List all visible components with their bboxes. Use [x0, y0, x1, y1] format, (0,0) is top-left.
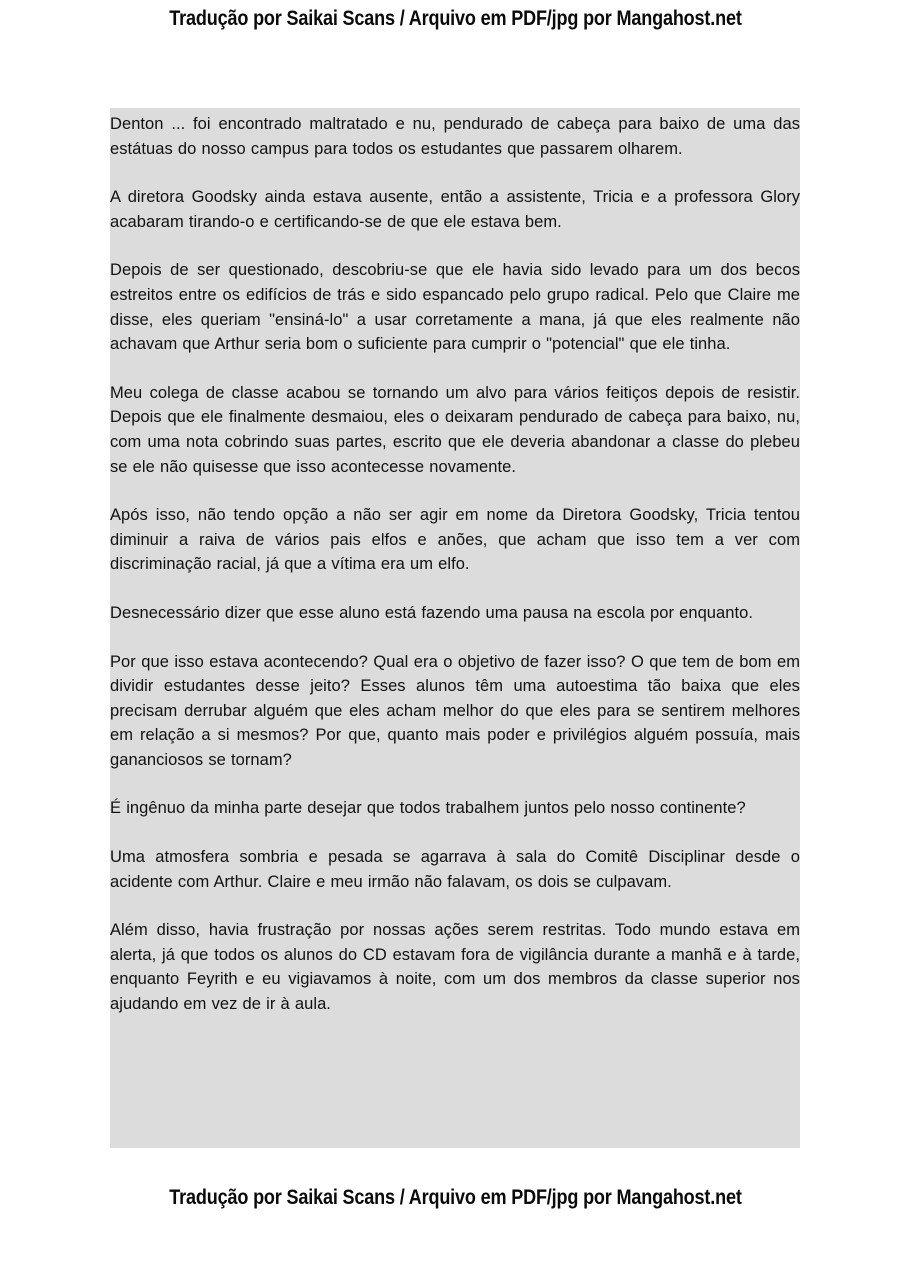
paragraph: Meu colega de classe acabou se tornando um alvo para vários feitiços depois de resistir. Depois que ele finalmente desmaiou, eles o deixaram pendurado de cabeça para baixo, nu, com uma nota cobrindo suas partes, escrito que ele deveria abandonar a classe do plebeu se ele não quisesse que isso acontecesse novamente.: [110, 383, 800, 476]
paragraph: Por que isso estava acontecendo? Qual era o objetivo de fazer isso? O que tem de bom em dividir estudantes desse jeito? Esses alunos têm uma autoestima tão baixa que eles precisam derrubar alguém que eles acham melhor do que eles para se sentirem melhores em relação a si mesmos? Por que, quanto mais poder e privilégios alguém possuía, mais gananciosos se tornam?: [110, 652, 800, 769]
paragraph: Depois de ser questionado, descobriu-se que ele havia sido levado para um dos becos estreitos entre os edifícios de trás e sido espancado pelo grupo radical. Pelo que Claire me disse, eles queriam "ensiná-lo" a usar corretamente a mana, já que eles realmente não achavam que Arthur seria bom o suficiente para cumprir o "potencial" que ele tinha.: [110, 261, 800, 354]
paragraph: Uma atmosfera sombria e pesada se agarrava à sala do Comitê Disciplinar desde o acidente com Arthur. Claire e meu irmão não falavam, os dois se culpavam.: [110, 848, 800, 891]
paragraph: A diretora Goodsky ainda estava ausente, então a assistente, Tricia e a professora Glory acabaram tirando-o e certificando-se de que ele estava bem.: [110, 188, 800, 231]
paragraph: Após isso, não tendo opção a não ser agir em nome da Diretora Goodsky, Tricia tentou diminuir a raiva de vários pais elfos e anões, que acham que isso tem a ver com discriminação racial, já que a vítima era um elfo.: [110, 506, 800, 574]
paragraph: Desnecessário dizer que esse aluno está fazendo uma pausa na escola por enquanto.: [110, 603, 753, 622]
text-block: [110, 108, 800, 1148]
header-credit: Tradução por Saikai Scans / Arquivo em PDF/jpg por Mangahost.net: [169, 7, 742, 30]
footer-credit: Tradução por Saikai Scans / Arquivo em PDF/jpg por Mangahost.net: [169, 1186, 742, 1209]
paragraph: Além disso, havia frustração por nossas ações serem restritas. Todo mundo estava em alerta, já que todos os alunos do CD estavam fora de vigilância durante a manhã e à tarde, enquanto Feyrith e eu vigiavamos à noite, com um dos membros da classe superior nos ajudando em vez de ir à aula.: [110, 921, 800, 1014]
paragraph: Denton ... foi encontrado maltratado e nu, pendurado de cabeça para baixo de uma das estátuas do nosso campus para todos os estudantes que passarem olharem.: [110, 115, 800, 158]
paragraph: É ingênuo da minha parte desejar que todos trabalhem juntos pelo nosso continente?: [110, 799, 746, 818]
